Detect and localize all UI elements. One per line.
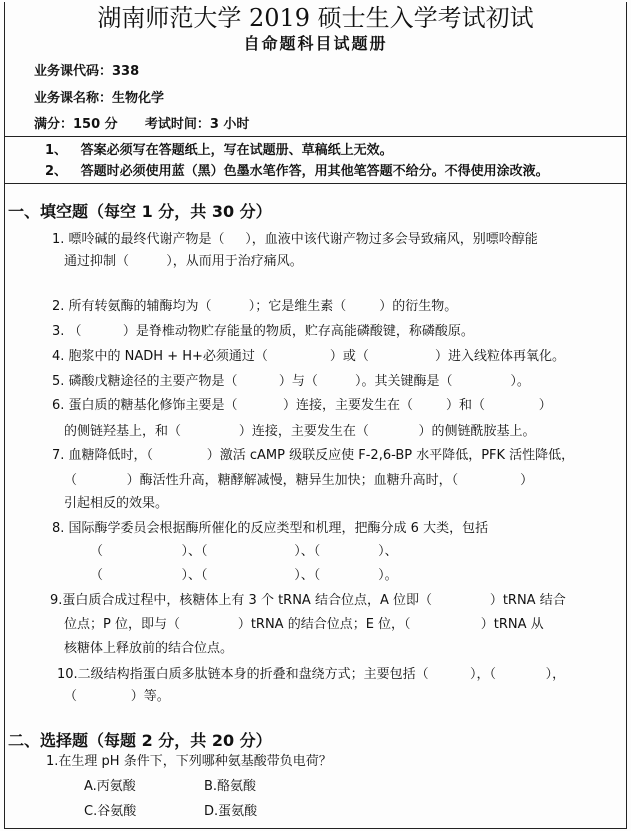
divider	[4, 183, 627, 184]
section-1-heading: 一、填空题（每空 1 分，共 30 分）	[8, 202, 272, 221]
section-2-heading: 二、选择题（每题 2 分，共 20 分）	[8, 731, 272, 750]
question-line: 核糖体上释放前的结合位点。	[64, 641, 234, 656]
question-line: （ ）酶活性升高，糖酵解减慢，糖异生加快；血糖升高时，（ ）	[64, 473, 534, 488]
question-line: 位点；P 位，即与（ ）tRNA 的结合位点；E 位，（ ）tRNA 从	[64, 617, 544, 632]
divider	[4, 136, 627, 137]
exam-title: 湖南师范大学 2019 硕士生入学考试初试	[97, 4, 534, 32]
question-line: 10.二级结构指蛋白质多肽链本身的折叠和盘绕方式；主要包括（ ），（ ），	[57, 667, 566, 682]
question-line: 通过抑制（ ），从而用于治疗痛风。	[64, 254, 303, 269]
question-line: （ ）等。	[64, 689, 170, 704]
instruction-1: 1、 答案必须写在答题纸上，写在试题册、草稿纸上无效。	[45, 143, 393, 158]
course-name: 业务课名称：生物化学	[34, 91, 165, 106]
option-b: B.酪氨酸	[204, 779, 257, 794]
option-c: C.谷氨酸	[84, 804, 137, 819]
exam-subtitle: 自命题科目试题册	[243, 34, 388, 53]
option-a: A.丙氨酸	[84, 779, 136, 794]
question-line: 引起相反的效果。	[64, 496, 169, 511]
choice-question-stem: 1.在生理 pH 条件下，下列哪种氨基酸带负电荷？	[46, 754, 332, 769]
question-line: 8. 国际酶学委员会根据酶所催化的反应类型和机理，把酶分成 6 大类，包括	[52, 521, 489, 536]
question-line: 9.蛋白质合成过程中，核糖体上有 3 个 tRNA 结合位点，A 位即（ ）tRNA 结合	[50, 593, 566, 608]
question-line: 2. 所有转氨酶的辅酶均为（ ）；它是维生素（ ）的衍生物。	[52, 299, 458, 314]
option-d: D.蛋氨酸	[204, 804, 258, 819]
question-line: （ ）、（ ）、（ ）。	[90, 568, 398, 583]
question-line: 的侧链羟基上，和（ ）连接，主要发生在（ ）的侧链酰胺基上。	[64, 424, 536, 439]
question-line: 4. 胞浆中的 NADH + H+必须通过（ ）或（ ）进入线粒体再氧化。	[52, 349, 565, 364]
instruction-2: 2、 答题时必须使用蓝（黑）色墨水笔作答，用其他笔答题不给分。不得使用涂改液。	[45, 164, 549, 179]
question-line: （ ）、（ ）、（ ）、	[90, 544, 398, 559]
question-line: 6. 蛋白质的糖基化修饰主要是（ ）连接，主要发生在（ ）和（ ）	[52, 398, 552, 413]
score-and-time: 满分：150 分 考试时间：3 小时	[34, 117, 250, 132]
question-line: 5. 磷酸戊糖途径的主要产物是（ ）与（ ）。其关键酶是（ ）。	[52, 374, 530, 389]
course-code: 业务课代码：338	[34, 64, 140, 79]
question-line: 7. 血糖降低时，（ ）激活 cAMP 级联反应使 F-2,6-BP 水平降低，PFK 活性降低，	[52, 448, 575, 463]
question-line: 3. （ ）是脊椎动物贮存能量的物质，贮存高能磷酸键，称磷酸原。	[52, 324, 474, 339]
question-line: 1. 嘌呤碱的最终代谢产物是（ ），血液中该代谢产物过多会导致痛风，别嘌呤醇能	[52, 232, 538, 247]
